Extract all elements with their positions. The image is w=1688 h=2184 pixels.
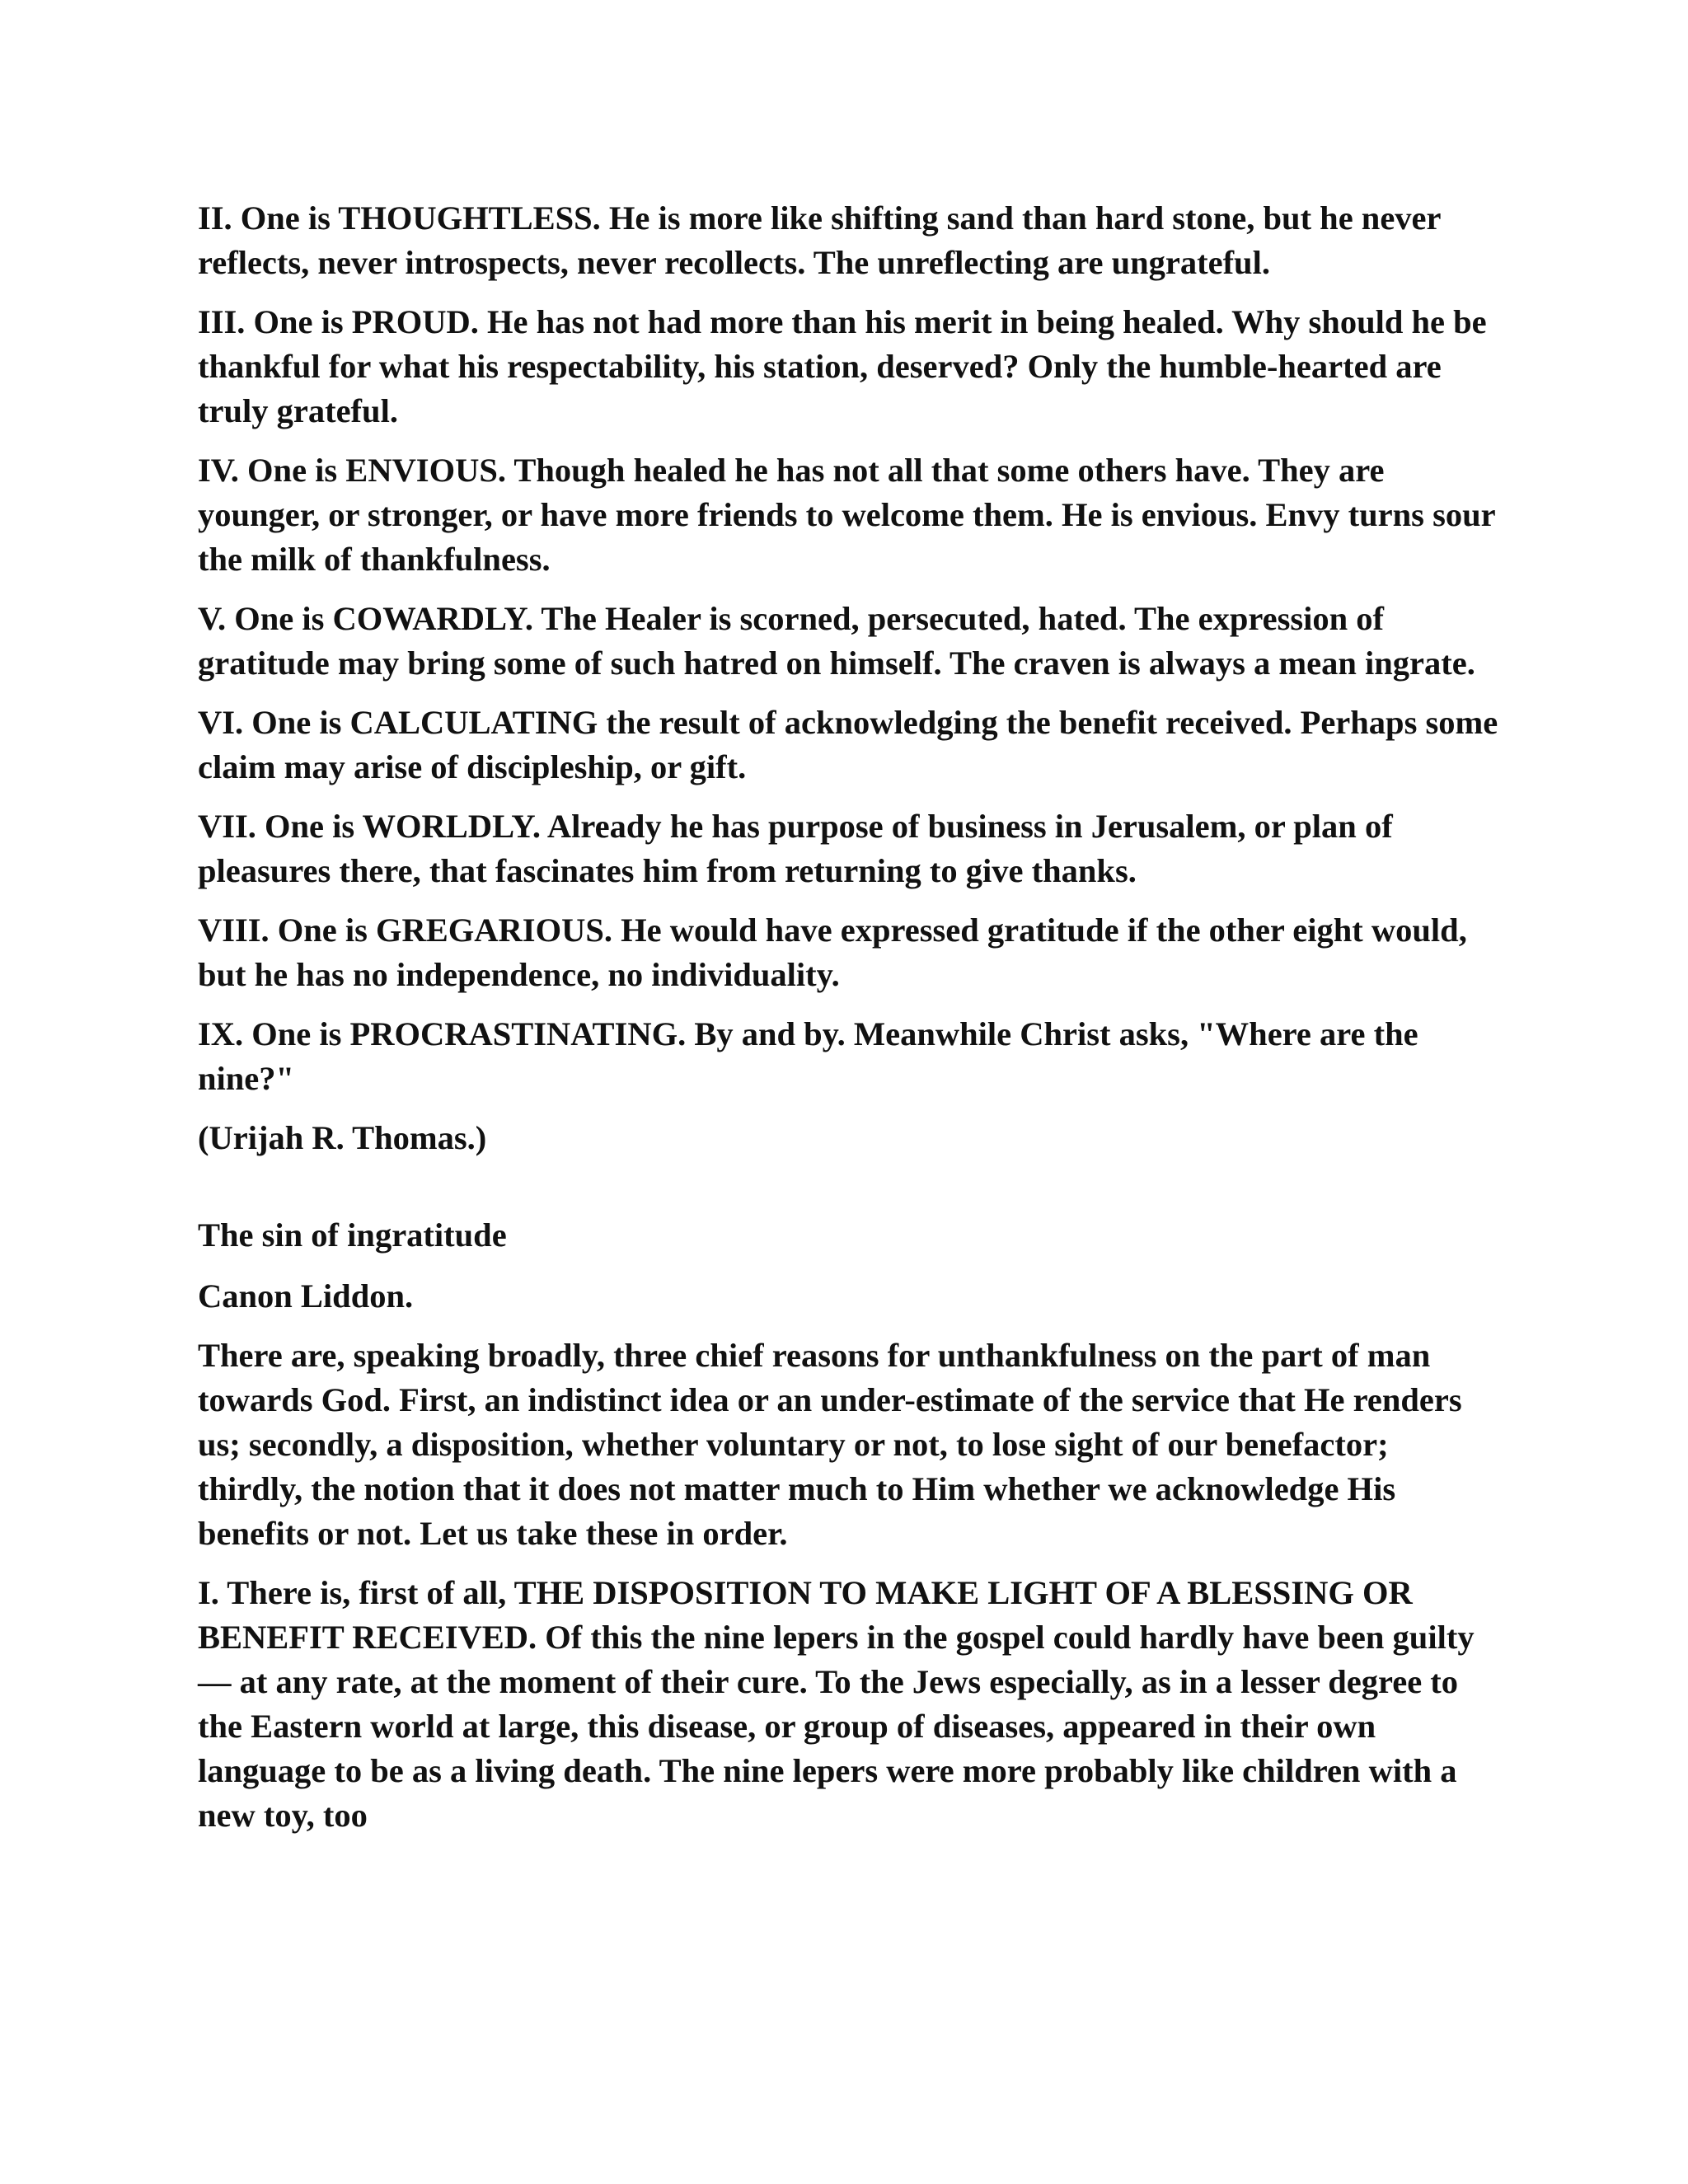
paragraph-calculating: VI. One is CALCULATING the result of acknowledging the benefit received. Perhaps some claim may arise of discipleship, or gift.	[198, 704, 1498, 785]
section-paragraph-first: I. There is, first of all, THE DISPOSITION TO MAKE LIGHT OF A BLESSING OR BENEFIT RECEIVED. Of this the nine lepers in the gospel could hardly have been guilty — at any rate, at the moment of their cure. To the Jews especially, as in a lesser degree to the Eastern world at large, this disease, or group of diseases, appeared in their own language to be as a living death. The nine lepers were more probably like children with a new toy, too	[198, 1574, 1475, 1834]
paragraph-thoughtless: II. One is THOUGHTLESS. He is more like shifting sand than hard stone, but he never reflects, never introspects, never recollects. The unreflecting are ungrateful.	[198, 199, 1441, 281]
section-paragraph-intro: There are, speaking broadly, three chief reasons for unthankfulness on the part of man towards God. First, an indistinct idea or an under-estimate of the service that He renders us; secondly, a disposition, whether voluntary or not, to lose sight of our benefactor; thirdly, the notion that it does not matter much to Him whether we acknowledge His benefits or not. Let us take these in order.	[198, 1337, 1462, 1552]
paragraph-proud: III. One is PROUD. He has not had more than his merit in being healed. Why should he be thankful for what his respectability, his station, deserved? Only the humble-hearted are truly grateful.	[198, 303, 1487, 429]
attribution: (Urijah R. Thomas.)	[198, 1119, 487, 1156]
paragraph-worldly: VII. One is WORLDLY. Already he has purpose of business in Jerusalem, or plan of pleasures there, that fascinates him from returning to give thanks.	[198, 808, 1393, 889]
section-title: The sin of ingratitude	[198, 1216, 507, 1254]
paragraph-gregarious: VIII. One is GREGARIOUS. He would have expressed gratitude if the other eight would, but he has no independence, no individuality.	[198, 912, 1467, 993]
paragraph-procrastinating: IX. One is PROCRASTINATING. By and by. Meanwhile Christ asks, "Where are the nine?"	[198, 1015, 1418, 1097]
document-page	[198, 196, 1500, 1853]
paragraph-cowardly: V. One is COWARDLY. The Healer is scorned, persecuted, hated. The expression of gratitude may bring some of such hatred on himself. The craven is always a mean ingrate.	[198, 600, 1475, 682]
section-author: Canon Liddon.	[198, 1277, 414, 1315]
paragraph-envious: IV. One is ENVIOUS. Though healed he has not all that some others have. They are younger, or stronger, or have more friends to welcome them. He is envious. Envy turns sour the milk of thankfulness.	[198, 452, 1495, 578]
